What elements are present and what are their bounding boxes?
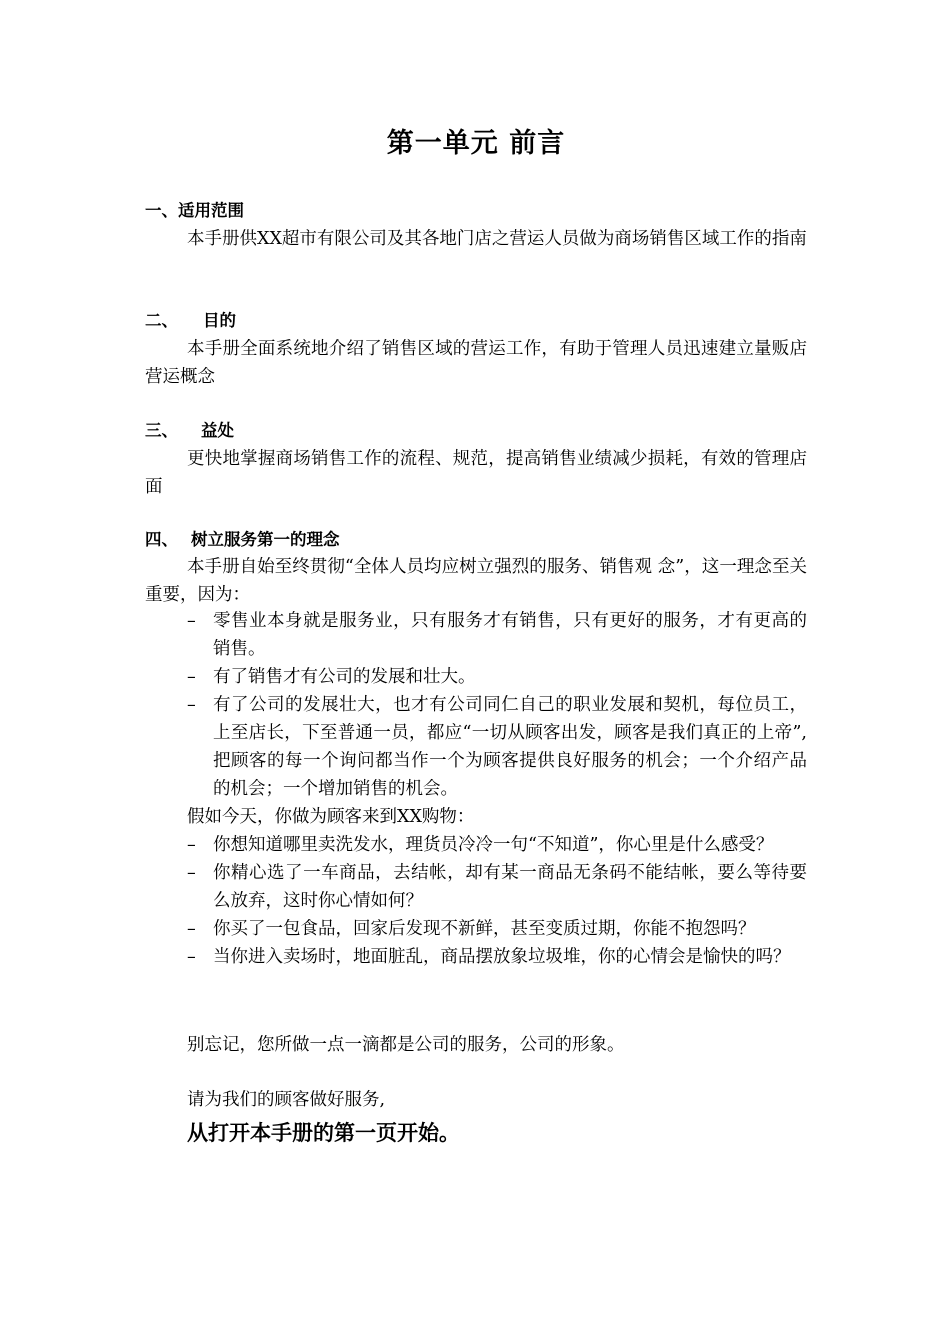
list-item-text: 零售业本身就是服务业，只有服务才有销售，只有更好的服务，才有更高的销售。: [213, 611, 807, 659]
list-item: [187, 607, 807, 663]
list-item: [187, 663, 807, 691]
section-heading-purpose: [145, 308, 236, 334]
section-body-service: 本手册自始至终贯彻“全体人员均应树立强烈的服务、销售观 念”，这一理念至关重要，因为：: [145, 557, 807, 605]
reasons-list: [187, 607, 807, 803]
list-item: [187, 943, 807, 971]
dash-bullet: –: [187, 947, 196, 967]
dash-bullet: –: [187, 863, 196, 883]
section-body-purpose: 本手册全面系统地介绍了销售区域的营运工作，有助于管理人员迅速建立量贩店营运概念: [145, 339, 807, 387]
list-item: [187, 859, 807, 915]
section-number: 二、: [145, 311, 178, 330]
section-title: 益处: [201, 421, 234, 440]
section-heading-benefit: [145, 418, 234, 444]
section-heading-service: [145, 527, 340, 553]
list-item-text: 有了销售才有公司的发展和壮大。: [213, 667, 476, 687]
list-item: [187, 691, 807, 803]
list-item-text: 你买了一包食品，回家后发现不新鲜，甚至变质过期，你能不抱怨吗？: [213, 919, 756, 939]
list-item-text: 你想知道哪里卖洗发水，理货员冷冷一句“不知道”，你心里是什么感受？: [213, 835, 774, 855]
section-title: 树立服务第一的理念: [191, 530, 340, 549]
closing-line: 请为我们的顾客做好服务,: [187, 1090, 386, 1110]
list-item-text: 有了公司的发展壮大，也才有公司同仁自己的职业发展和契机，每位员工，上至店长，下至普通一员，都应“一切从顾客出发，顾客是我们真正的上帝”,把顾客的每一个询问都当作一个为顾客提供良好服务的机会；一个介绍产品的机会；一个增加销售的机会。: [213, 695, 807, 799]
closing-emphasis: 从打开本手册的第一页开始。: [187, 1121, 460, 1145]
dash-bullet: –: [187, 667, 196, 687]
section-number: 四、: [145, 530, 178, 549]
list-item-text: 当你进入卖场时，地面脏乱，商品摆放象垃圾堆，你的心情会是愉快的吗？: [213, 947, 791, 967]
section-number: 一、: [145, 201, 178, 220]
list-item-text: 你精心选了一车商品，去结帐，却有某一商品无条码不能结帐，要么等待要么放弃，这时你心情如何？: [213, 863, 807, 911]
section-heading-scope: [145, 198, 244, 224]
dash-bullet: –: [187, 611, 196, 631]
dash-bullet: –: [187, 919, 196, 939]
section-title: 适用范围: [178, 201, 244, 220]
section-number: 三、: [145, 421, 178, 440]
list-item: [187, 831, 807, 859]
section-title: 目的: [203, 311, 236, 330]
section-body-benefit: 更快地掌握商场销售工作的流程、规范，提高销售业绩减少损耗，有效的管理店面: [145, 449, 807, 497]
section-body-scope: 本手册供XX超市有限公司及其各地门店之营运人员做为商场销售区域工作的指南: [187, 229, 807, 249]
dash-bullet: –: [187, 695, 196, 715]
page-title: 第一单元 前言: [386, 128, 566, 159]
scenarios-list: [187, 831, 807, 971]
reminder-text: 别忘记，您所做一点一滴都是公司的服务，公司的形象。: [187, 1035, 625, 1055]
scenario-intro: 假如今天，你做为顾客来到XX购物：: [187, 807, 475, 827]
list-item: [187, 915, 807, 943]
dash-bullet: –: [187, 835, 196, 855]
